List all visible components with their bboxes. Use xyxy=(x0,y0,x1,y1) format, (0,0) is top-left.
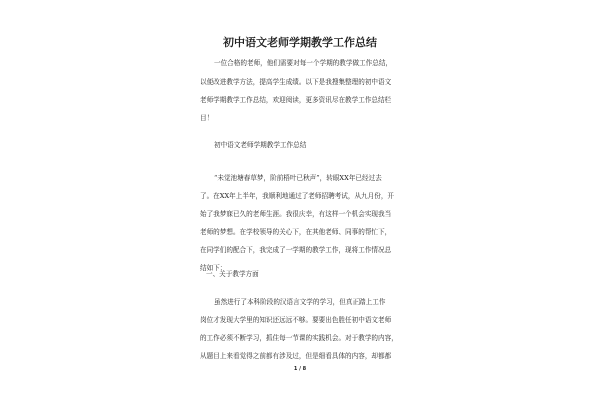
paragraph-line: 以便改进教学方法，提高学生成绩。以下是我搜集整理的初中语文 xyxy=(200,78,392,86)
page-number: 1 / 8 xyxy=(293,366,307,372)
paragraph-line: 了。在XX年上半年，我顺利地通过了老师招聘考试，从九月份，开 xyxy=(200,192,395,200)
paragraph-line: 老师学期教学工作总结，欢迎阅读，更多资讯尽在教学工作总结栏 xyxy=(200,96,392,104)
paragraph-line: 在同学们的配合下，我完成了一学期的教学工作，现将工作情况总 xyxy=(200,246,392,254)
document-subtitle: 初中语文老师学期教学工作总结 xyxy=(214,141,307,149)
paragraph-line: 结如下： xyxy=(200,264,227,272)
document-title: 初中语文老师学期教学工作总结 xyxy=(223,36,377,49)
paragraph-line: 目！ xyxy=(200,114,214,122)
paragraph-line: 一位合格的老师，他们需要对每一个学期的教学做工作总结， xyxy=(214,59,393,67)
section-heading: 一、关于教学方面 xyxy=(206,270,259,278)
paragraph-line: 从题目上来看觉得之前都有涉及过，但是细看具体的内容，却都都 xyxy=(200,352,392,360)
paragraph-line: 老师的梦想。在学校领导的关心下，在其他老师、同事的帮忙下， xyxy=(200,228,392,236)
paragraph-line: “未觉池塘春草梦，阶前梧叶已秋声”，转眼XX年已经过去 xyxy=(214,174,382,182)
paragraph-line: 岗位才发现大学里的知识还远远不够。要要出色胜任初中语文老师 xyxy=(200,316,392,324)
paragraph-line: 始了我梦寐已久的老师生涯。我很庆幸，有这样一个机会实现我当 xyxy=(200,210,392,218)
paragraph-line: 的工作必须不断学习，抓住每一节课的实践机会。对于教学的内容， xyxy=(200,334,398,342)
paragraph-line: 虽然进行了本科阶段的汉语言文学的学习，但真正踏上工作 xyxy=(214,298,386,306)
